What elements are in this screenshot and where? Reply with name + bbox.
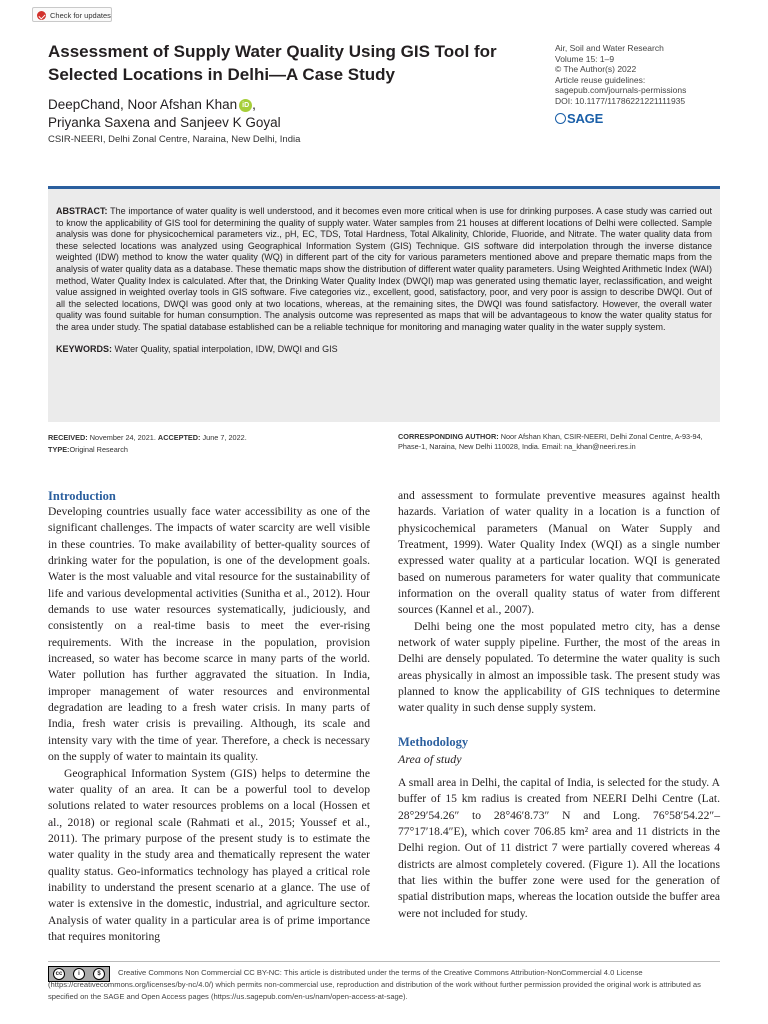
authors-line-2: Priyanka Saxena and Sanjeev K Goyal xyxy=(48,115,281,130)
intro-paragraph-2: Geographical Information System (GIS) helps to determine the water quality of an area. It can be a powerful tool to develop solutions related to water resources problems on a local (Hossen et al., 2018) or regional scale (Rahmati et al., 2015; Youssef et al., 2011). The primary purpose of the present study is to estimate the water quality in the study area and thematically represent the water quality status. Geo-informatics technology has played a critical role inability to understand the present scenario at a glance. The use of water is extensive in the domestic, industrial, and agriculture sector. Analysis of water quality in a particular area is of prime importance that requires monitoring xyxy=(48,766,370,943)
by-icon: i xyxy=(73,968,85,980)
affiliation: CSIR-NEERI, Delhi Zonal Centre, Naraina, New Delhi, India xyxy=(48,134,301,145)
nc-icon: $ xyxy=(93,968,105,980)
sage-logo-text: SAGE xyxy=(567,111,604,126)
corresponding-text: Noor Afshan Khan, CSIR-NEERI, Delhi Zonal Centre, A-93-94, Phase-1, Naraina, New Delhi 110028, India. Email: na_khan@neeri.res.in xyxy=(398,432,703,451)
methodology-paragraph-1: A small area in Delhi, the capital of India, is selected for the study. A buffer of 15 km radius is created from NEERI Delhi Centre (Lat. 28°29′54.26″ to 28°46′8.73″ N and Long. 76°58′54.22″–77°17′18.4″E), which cover 706.85 km² area and 11 districts in the Delhi region. Out of 11 district 7 were partially covered whereas 4 districts are almost completely covered. (Figure 1). All the locations that lies within the buffer zone were used for the generation of spatial distribution maps, whereas the location outside the buffer area were not included for study. xyxy=(398,775,720,920)
license-text: Creative Commons Non Commercial CC BY-NC: This article is distributed under the terms of the Creative Commons Attribution-NonCommercial 4.0 License (https://creativecommons.org/licenses/by-nc/4.0/) which permits non-commercial use, reproduction and distribution of the work without further permission provided the original work is attributed as specified on the SAGE and Open Access pages (https://us.sagepub.com/en-us/nam/open-access-at-sage). xyxy=(48,968,701,1002)
journal-volume: Volume 15: 1–9 xyxy=(555,53,615,64)
intro-paragraph-1: Developing countries usually face water accessibility as one of the significant challenges. The impacts of water scarcity are well visible in these countries. To make availability of better-quality sources of drinking water for the population, is one of the development goals. Water is the most valuable and vital resource for the sustainability of life and various developmental activities (Sunitha et al., 2012). Hour demands to use water resources systematically, judiciously, and consistently on a real-time basis to meet the ever-rising requirements. With the increase in the population, provision increased, so water has become scarce in many parts of the world. Water pollution has further aggravated the situation. In India, improper management of water resources and environmental degradation are leading to a fresh water crisis. In many parts of India, fresh water crisis is prevailing. Although, its scale and intensity vary with the time of year. Therefore, a check is necessary on the supply of water to maintain its quality. xyxy=(48,505,370,764)
intro-paragraph-3: and assessment to formulate preventive measures against health hazards. Variation of water quality in a location is a function of physicochemical parameters (Manual on Water Supply and Treatment, 1999). Water Quality Index (WQI) as a single number expressed water quality at a particular location. WQI is generated based on numerous parameters for water quality that communicate information on the overall quality status of water from different sources (Kannel et al., 2007). xyxy=(398,489,720,617)
type-label: TYPE: xyxy=(48,445,70,454)
authors-line-1: DeepChand, Noor Afshan Khan xyxy=(48,97,238,112)
article-type: Original Research xyxy=(69,445,128,454)
accepted-label: ACCEPTED: xyxy=(157,433,201,442)
introduction-heading: Introduction xyxy=(48,489,116,503)
permissions-link[interactable]: sagepub.com/journals-permissions xyxy=(555,85,687,96)
methodology-heading: Methodology xyxy=(398,734,469,749)
keywords-label: KEYWORDS: xyxy=(56,343,112,354)
body-column-right xyxy=(398,488,720,922)
check-icon xyxy=(37,11,46,20)
abstract-label: ABSTRACT: xyxy=(56,206,108,216)
doi-link[interactable]: DOI: 10.1177/11786221221111935 xyxy=(555,95,686,106)
reuse-guidelines: Article reuse guidelines: xyxy=(555,74,646,85)
footer-divider xyxy=(48,961,720,962)
abstract xyxy=(56,206,712,334)
accepted-date: June 7, 2022. xyxy=(200,433,247,442)
keywords xyxy=(56,344,712,356)
article-title: Assessment of Supply Water Quality Using GIS Tool for Selected Locations in Delhi—A Case Study xyxy=(48,42,497,84)
authors-line-1-end: , xyxy=(252,97,256,112)
keywords-text: Water Quality, spatial interpolation, IDW, DWQI and GIS xyxy=(112,343,338,354)
journal-name: Air, Soil and Water Research xyxy=(555,43,664,53)
received-label: RECEIVED: xyxy=(48,433,88,442)
journal-meta xyxy=(555,43,755,107)
abstract-text: The importance of water quality is well understood, and it becomes even more critical when is use for drinking purposes. A case study was carried out to know the applicability of GIS tool for determining the quality of supply water. Water samples from 21 houses at different locations of Delhi were collected. Sample analysis was done for physicochemical parameters viz., pH, EC, TDS, Total Hardness, Total Alkalinity, Chloride, Fluoride, and Nitrate. The water quality data from these selected locations was analyzed using Geographical Information System (GIS) Technique. GIS software did interpolation through the inverse distance weighted (IDW) method to know the water quality (WQ) in different part of the city for various parameters mentioned above and prepare thematic maps from the analysis of water quality data as a database. These thematic maps show the distribution of different water quality parameters. Using Weighted Arithmetic Index (WAI) method, Water Quality Index is calculated. After that, the Drinking Water Quality Index (DWQI) map was generated using thematic layer, reclassification, and weight value assigned in weighted overlay tools in GIS software. Five categories viz., excellent, good, satisfactory, poor, and very poor is assign to describe DWQI. Out of all the selected locations, DWQI was good only at two locations, whereas, at the remaining sites, the DWQI was found satisfactory. However, the overall water quality was found suitable for human consumption. The analysis outcome was represented as maps that will be advantageous to know the water quality status for the area under study. The spatial database established can be a reliable technique for monitoring and managing water quality in the water supply system. xyxy=(56,206,712,332)
article-dates xyxy=(48,432,378,456)
received-date: November 24, 2021. xyxy=(87,433,158,442)
cc-icon: cc xyxy=(53,968,65,980)
sage-logo xyxy=(555,111,603,126)
author-list xyxy=(48,96,508,132)
orcid-icon[interactable]: iD xyxy=(239,99,252,112)
body-column-left xyxy=(48,488,370,945)
corresponding-author xyxy=(398,432,720,451)
check-for-updates-button[interactable] xyxy=(32,7,112,22)
abstract-box xyxy=(48,189,720,422)
copyright: © The Author(s) 2022 xyxy=(555,64,637,75)
intro-paragraph-4: Delhi being one the most populated metro city, has a dense network of water supply pipeline. Further, the most of the areas in Delhi are densely populated. To determine the water quality is such areas physically in almost an impossible task. The present study was planned to know the applicability of GIS techniques to determine water quality in such dense supply system. xyxy=(398,619,720,715)
sage-logo-icon xyxy=(555,113,566,124)
corresponding-label: CORRESPONDING AUTHOR: xyxy=(398,432,499,441)
area-of-study-subheading: Area of study xyxy=(398,751,462,766)
check-for-updates-label: Check for updates xyxy=(50,11,111,20)
